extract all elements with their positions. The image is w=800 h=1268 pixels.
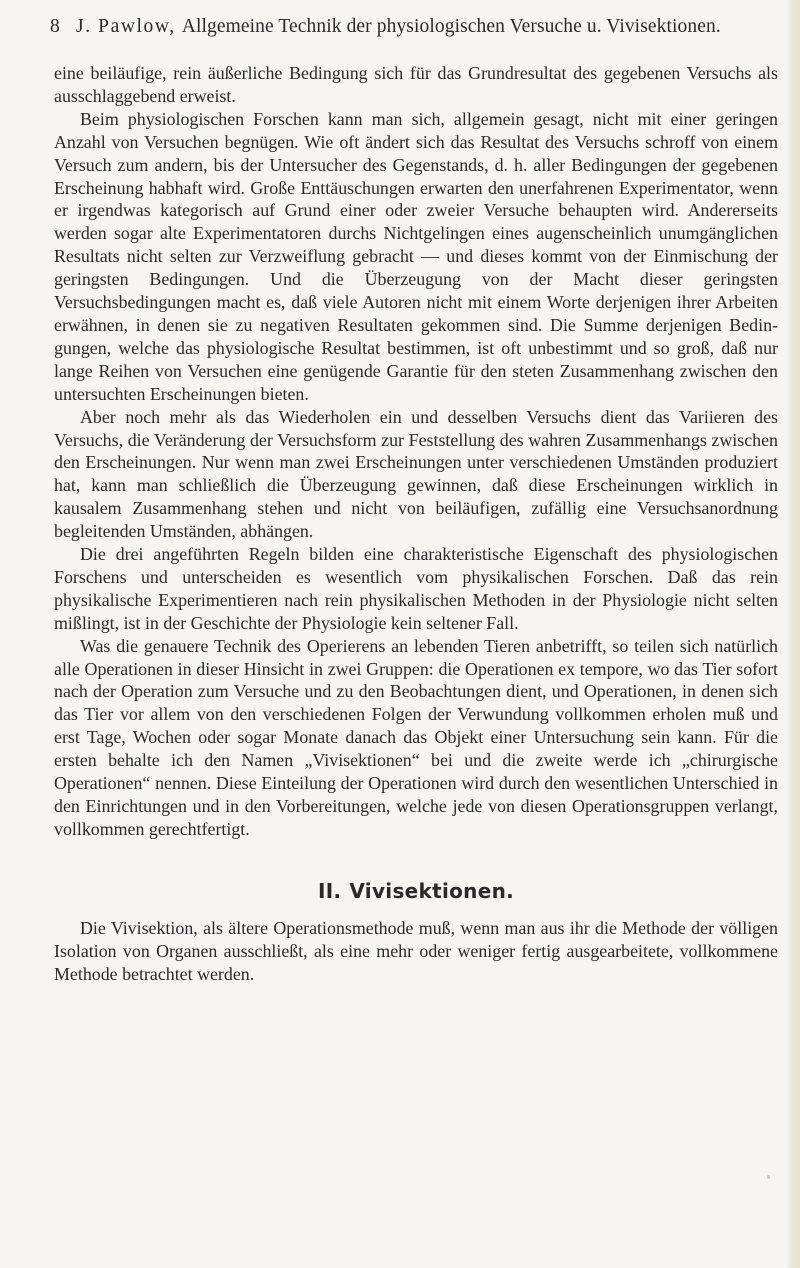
running-head-author: J. Pawlow,	[76, 16, 176, 37]
paragraph-2: Beim physiologischen Forschen kann man sich, allgemein gesagt, nicht mit einer geringen Anzahl von Versuchen begnügen. Wie oft ändert sich das Resultat des Versuchs schroff von einem Versuch zum andern, bis der Untersucher des Gegenstands, d. h. aller Bedingungen der gegebenen Erscheinung habhaft wird. Große Enttäuschungen erwarten den unerfahrenen Experimentator, wenn er irgendwas kategorisch auf Grund einer oder zweier Versuche behaupten wird. Andererseits werden sogar alte Experimentatoren durchs Nichtgelingen eines augenscheinlich unumgänglichen Resultats nicht selten zur Verzweiflung gebracht — und dieses kommt von der Einmischung der geringsten Bedingungen. Und die Überzeugung von der Macht dieser geringsten Versuchsbedingungen macht es, daß viele Autoren nicht mit einem Worte derjenigen ihrer Arbeiten erwähnen, in denen sie zu negativen Resultaten gekommen sind. Die Summe derjenigen Bedingungen, welche das physiologische Resultat bestimmen, ist oft unbestimmt und so groß, daß nur lange Reihen von Versuchen eine genügende Garantie für den steten Zusammenhang zwischen den untersuchten Erscheinungen bieten.	[54, 108, 778, 404]
section-paragraph-1: Die Vivisektion, als ältere Operationsmethode muß, wenn man aus ihr die Methode der völligen Isolation von Organen ausschließt, als eine mehr oder weniger fertig ausgearbeitete, vollkommene Methode betrachtet werden.	[54, 917, 778, 984]
section-number: II.	[317, 878, 342, 903]
paragraph-3: Aber noch mehr als das Wiederholen ein und desselben Versuchs dient das Variieren des Versuchs, die Veränderung der Versuchsform zur Feststellung des wahren Zusammenhangs zwischen den Erscheinungen. Nur wenn man zwei Erscheinungen unter verschiedenen Umständen produziert hat, kann man schließlich die Überzeugung gewinnen, daß diese Erscheinungen wirklich in kausalem Zusammenhang stehen und nicht von beiläufigen, zufällig eine Versuchsanordnung begleitenden Umständen, abhängen.	[54, 406, 778, 542]
page-number: 8	[50, 16, 60, 37]
body-text	[54, 62, 778, 841]
print-speck	[767, 1175, 770, 1179]
section-heading	[54, 879, 778, 903]
page-edge	[786, 0, 800, 1268]
paragraph-5: Was die genauere Technik des Operierens an lebenden Tieren anbetrifft, so teilen sich natürlich alle Operationen in dieser Hinsicht in zwei Gruppen: die Operationen ex tempore, wo das Tier sofort nach der Operation zum Versuche und zu den Beobachtungen dient, und Operationen, in denen sich das Tier vor allem von den verschiedenen Folgen der Verwundung vollkommen erholen muß und erst Tage, Wochen oder sogar Monate danach das Objekt einer Untersuchung sein kann. Für die ersten behalte ich den Namen „Vivisektionen“ bei und die zweite werde ich „chirurgische Operationen“ nennen. Diese Einteilung der Operationen wird durch den wesentlichen Unterschied in den Einrichtungen und in den Vorbereitungen, welche jede von diesen Operationsgruppen verlangt, vollkommen gerechtfertigt.	[54, 635, 778, 839]
section-body-text	[54, 917, 778, 986]
paragraph-1: eine beiläufige, rein äußerliche Bedingung sich für das Grundresultat des gegebenen Versuchs als ausschlaggebend erweist.	[54, 63, 778, 106]
paragraph-4: Die drei angeführten Regeln bilden eine charakteristische Eigenschaft des physiologischen Forschens und unterscheiden es wesentlich vom physikalischen Forschen. Daß das rein physikalische Experimentieren nach rein physikalischen Methoden in der Physiologie nicht selten mißlingt, ist in der Geschichte der Physiologie kein seltener Fall.	[54, 544, 778, 633]
book-page	[50, 16, 778, 986]
section-title: Vivisektionen.	[349, 878, 515, 903]
running-head	[50, 16, 778, 38]
running-head-title: Allgemeine Technik der physiologischen Versuche u. Vivisektionen.	[181, 16, 721, 37]
